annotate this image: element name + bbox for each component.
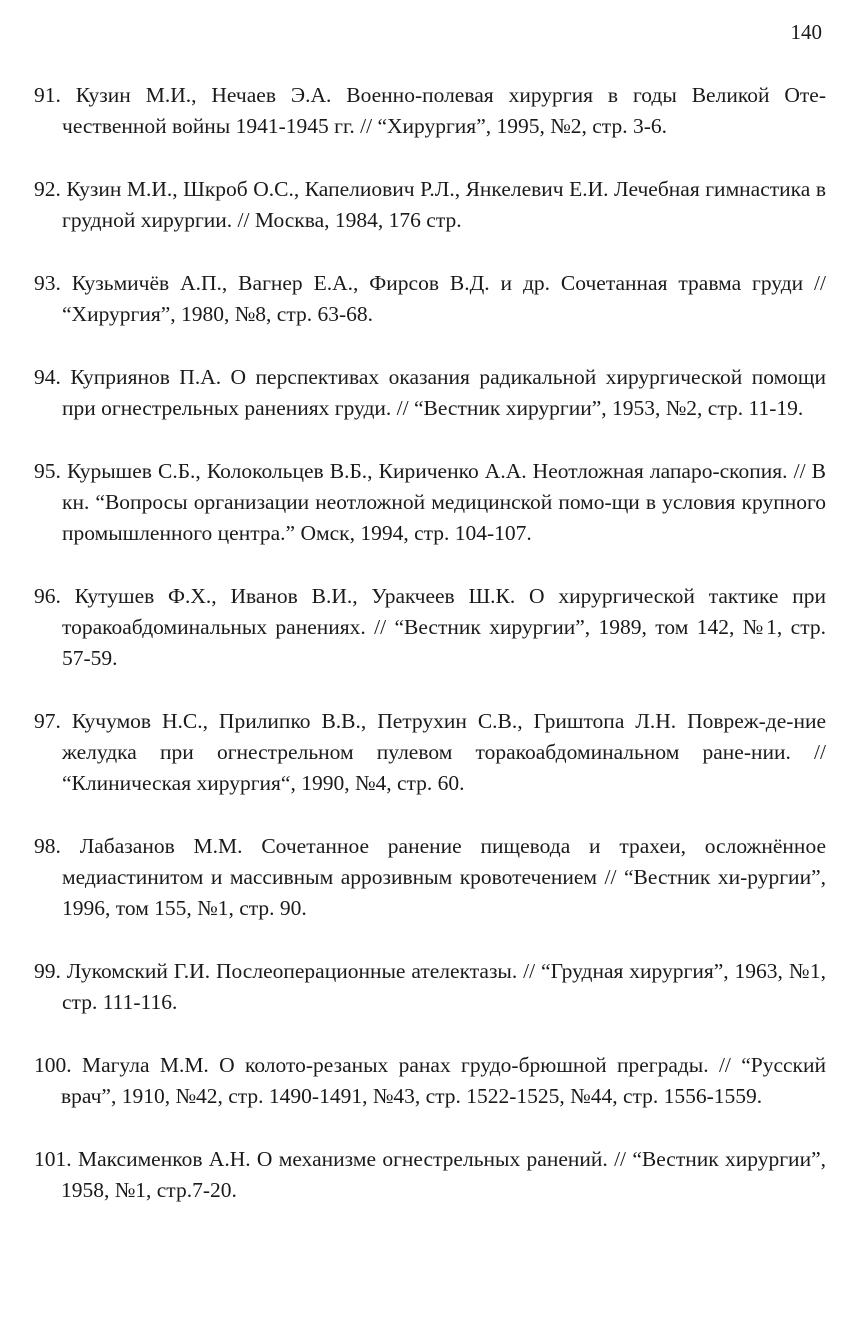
reference-number: 91. — [34, 83, 61, 107]
reference-item — [34, 581, 826, 674]
reference-text: Кутушев Ф.Х., Иванов В.И., Уракчеев Ш.К. О хирургической тактике при торакоабдоминальных ранениях. // “Вестник хирургии”, 1989, том 142, №1, стр. 57-59. — [62, 584, 827, 670]
reference-text: Кузин М.И., Шкроб О.С., Капелиович Р.Л., Янкелевич Е.И. Лечебная гимнастика в грудной хирургии. // Москва, 1984, 176 стр. — [62, 177, 826, 232]
reference-text: Курышев С.Б., Колокольцев В.Б., Кириченко А.А. Неотложная лапаро-скопия. // В кн. “Вопросы организации неотложной медицинской помо-щи в условия крупного промышленного центра.” Омск, 1994, стр. 104-107. — [62, 459, 826, 545]
reference-text: Лукомский Г.И. Послеоперационные ателектазы. // “Грудная хирургия”, 1963, №1, стр. 111-116. — [62, 959, 827, 1014]
reference-item — [34, 956, 826, 1018]
reference-text: Магула М.М. О колото-резаных ранах грудо-брюшной преграды. // “Русский врач”, 1910, №42, стр. 1490-1491, №43, стр. 1522-1525, №44, стр. 1556-1559. — [61, 1053, 827, 1108]
reference-text: Максименков А.Н. О механизме огнестрельных ранений. // “Вестник хирургии”, 1958, №1, стр.7-20. — [61, 1147, 826, 1202]
reference-text: Кузин М.И., Нечаев Э.А. Военно-полевая хирургия в годы Великой Оте-чественной войны 1941-1945 гг. // “Хирургия”, 1995, №2, стр. 3-6. — [62, 83, 826, 138]
reference-number: 98. — [34, 834, 61, 858]
reference-item — [34, 706, 826, 799]
reference-item — [34, 456, 826, 549]
reference-item — [34, 1144, 826, 1206]
reference-text: Куприянов П.А. О перспективах оказания радикальной хирургической помощи при огнестрельных ранениях груди. // “Вестник хирургии”, 1953, №2, стр. 11-19. — [62, 365, 826, 420]
reference-item — [34, 174, 826, 236]
reference-number: 96. — [34, 584, 61, 608]
reference-number: 94. — [34, 365, 61, 389]
reference-text: Кузьмичёв А.П., Вагнер Е.А., Фирсов В.Д. и др. Сочетанная травма груди // “Хирургия”, 1980, №8, стр. 63-68. — [62, 271, 827, 326]
reference-number: 97. — [34, 709, 61, 733]
reference-number: 93. — [34, 271, 61, 295]
reference-number: 101. — [34, 1147, 72, 1171]
reference-item — [34, 80, 826, 142]
reference-item — [34, 268, 826, 330]
reference-text: Кучумов Н.С., Прилипко В.В., Петрухин С.В., Гриштопа Л.Н. Повреж-де-ние желудка при огнестрельном пулевом торакоабдоминальном ране-нии. // “Клиническая хирургия“, 1990, №4, стр. 60. — [62, 709, 826, 795]
reference-list — [34, 80, 826, 1238]
reference-number: 95. — [34, 459, 61, 483]
reference-item — [34, 1050, 826, 1112]
reference-number: 99. — [34, 959, 61, 983]
reference-item — [34, 362, 826, 424]
reference-number: 100. — [34, 1053, 72, 1077]
reference-text: Лабазанов М.М. Сочетанное ранение пищевода и трахеи, осложнённое медиастинитом и массивным аррозивным кровотечением // “Вестник хи-рургии”, 1996, том 155, №1, стр. 90. — [62, 834, 826, 920]
reference-number: 92. — [34, 177, 61, 201]
reference-item — [34, 831, 826, 924]
page-number: 140 — [790, 20, 822, 44]
